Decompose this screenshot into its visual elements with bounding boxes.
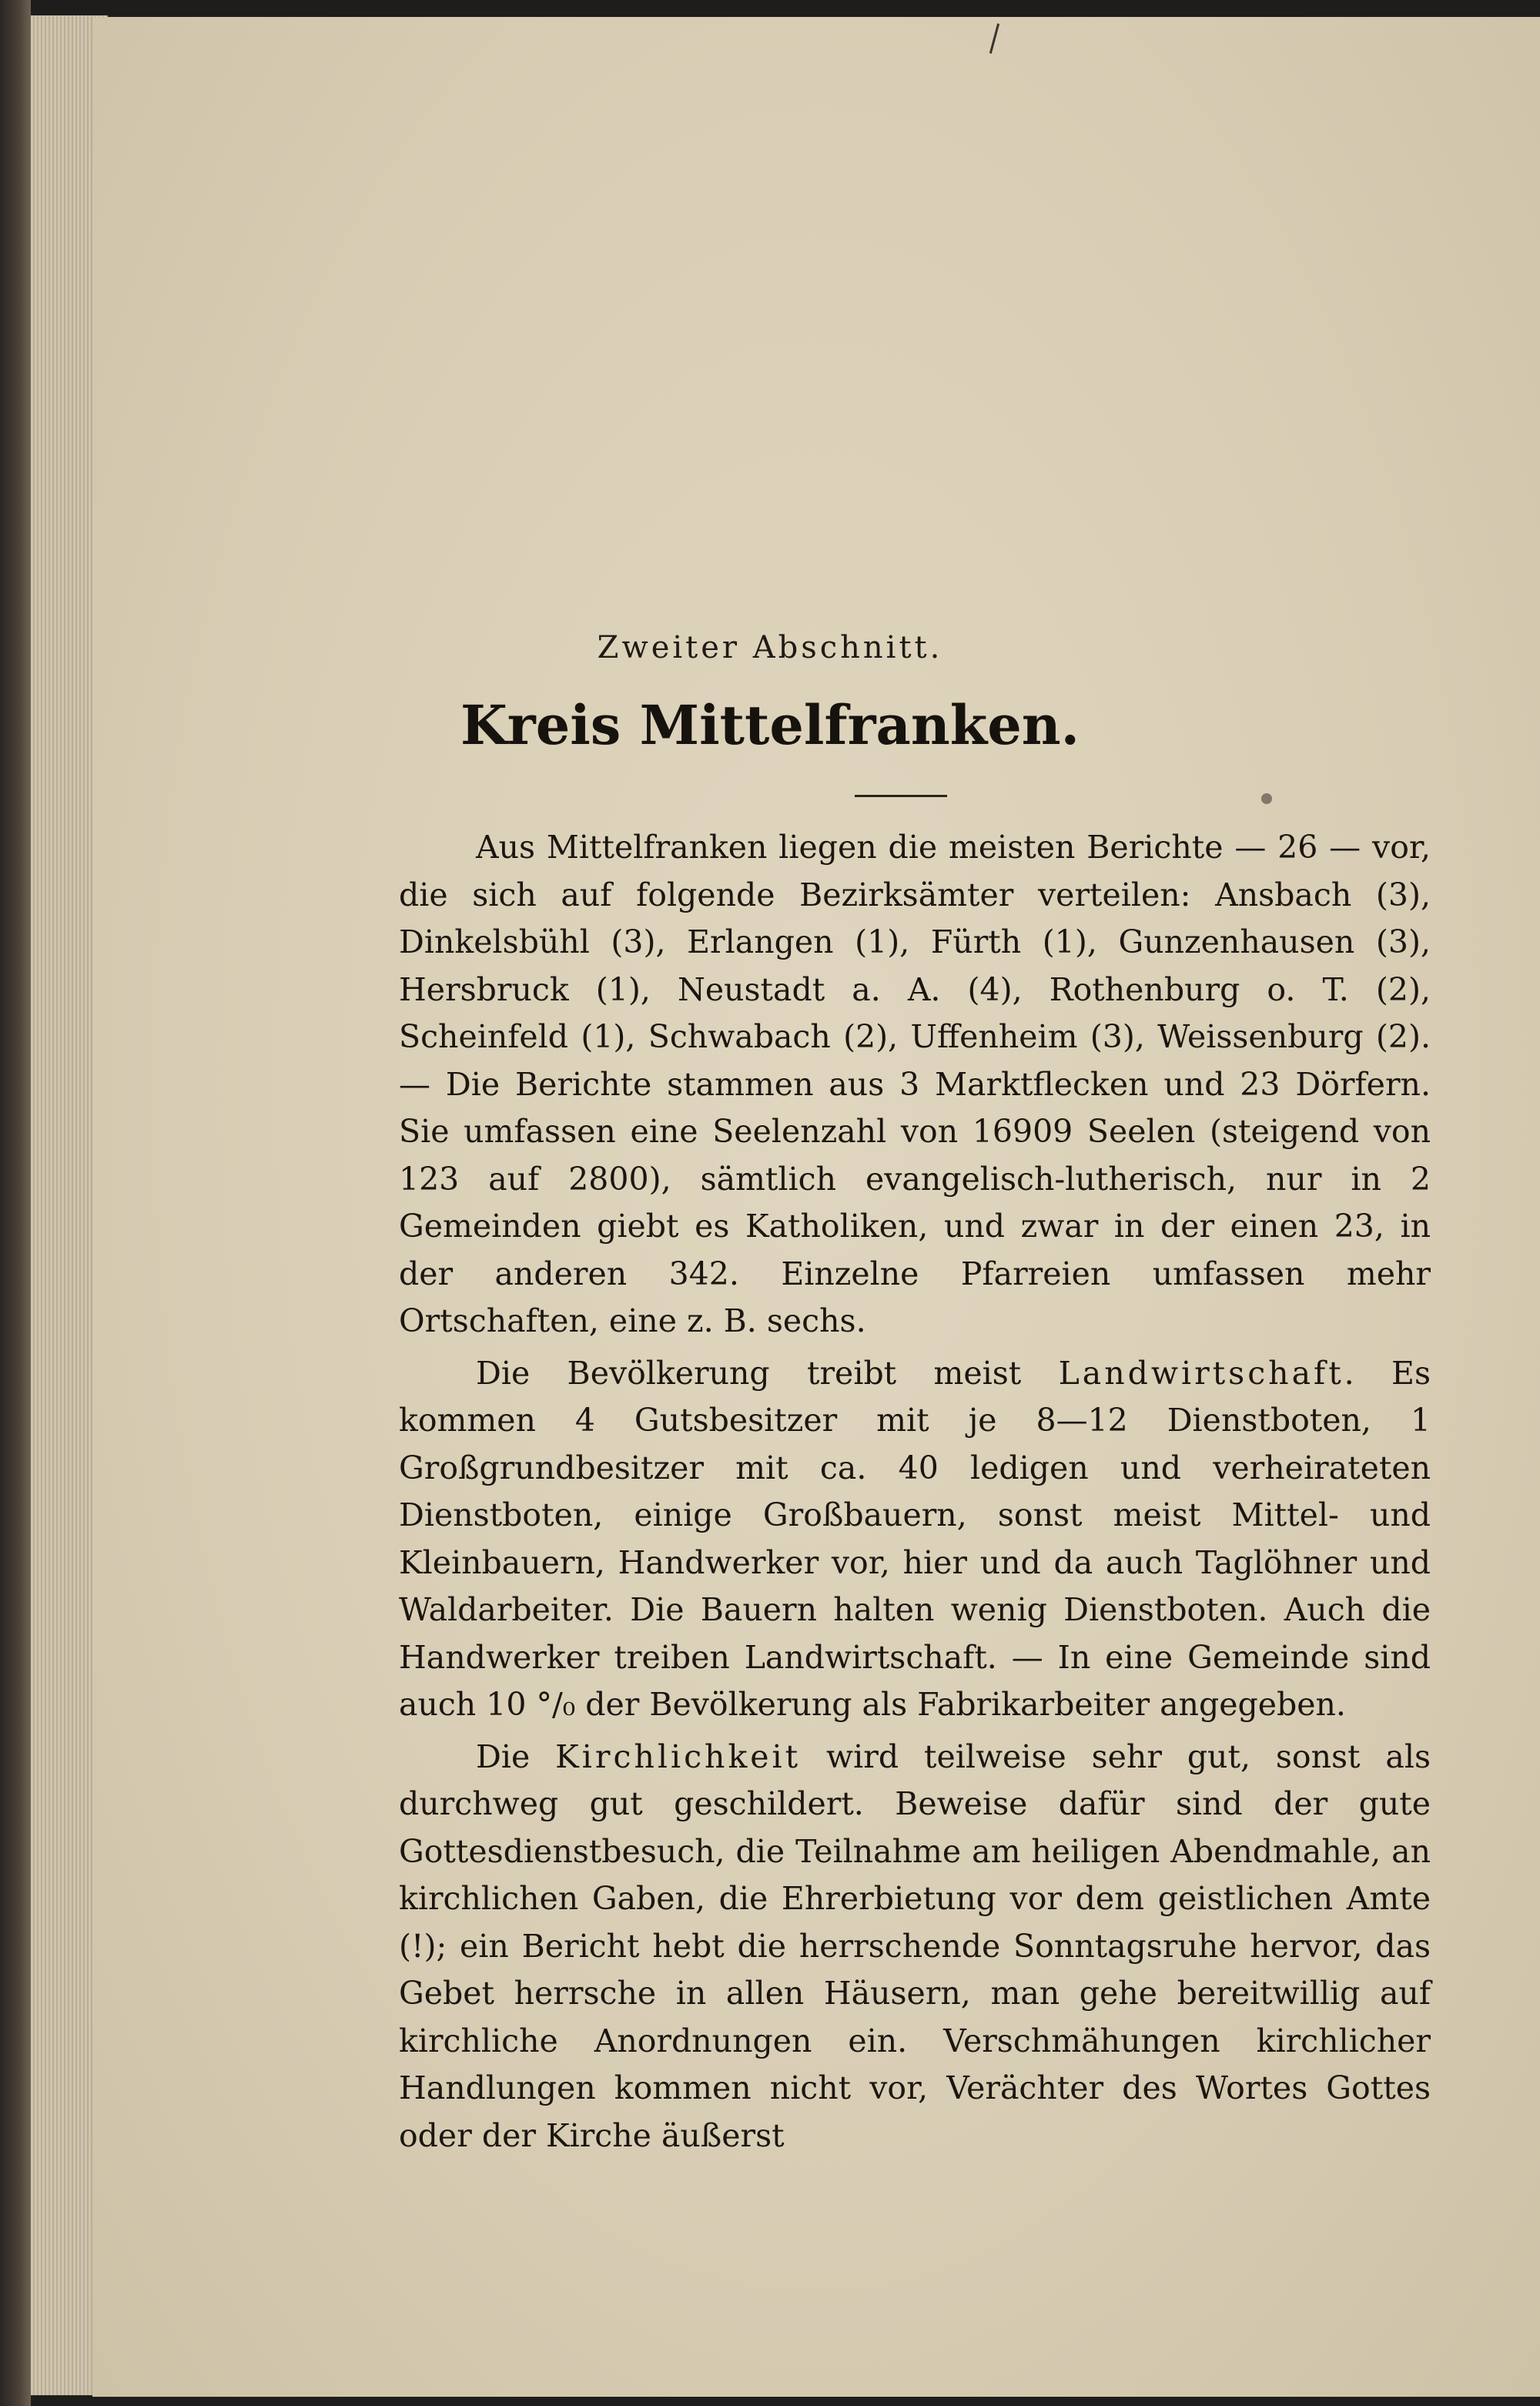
- paragraph-2-start: Die Bevölkerung treibt meist: [476, 1354, 1059, 1392]
- emphasis-kirchlichkeit: Kirchlichkeit: [555, 1737, 802, 1775]
- paragraph-3-start: Die: [476, 1737, 556, 1775]
- paragraph-1: Aus Mittelfranken liegen die meisten Berichte — 26 — vor, die sich auf folgende Bezirksämter verteilen: Ansbach (3), Dinkelsbühl (3), Erlangen (1), Fürth (1), Gunzenhausen (3), Hersbruck (1), Neustadt a. A. (4), Rothenburg o. T. (2), Scheinfeld (1), Schwabach (2), Uffenheim (3), Weissenburg (2). — Die Berichte stammen aus 3 Marktflecken und 23 Dörfern. Sie umfassen eine Seelenzahl von 16909 Seelen (steigend von 123 auf 2800), sämtlich evangelisch-lutherisch, nur in 2 Gemeinden giebt es Katholiken, und zwar in der einen 23, in der anderen 342. Einzelne Pfarreien umfassen mehr Ortschaften, eine z. B. sechs.: [399, 829, 1431, 1339]
- ink-spot: [1261, 793, 1272, 804]
- book-spine: [0, 0, 31, 2406]
- page-title: Kreis Mittelfranken.: [460, 693, 1080, 757]
- title-divider: [855, 795, 947, 797]
- body-text: [399, 824, 1431, 2160]
- paragraph-2-rest: . Es kommen 4 Gutsbesitzer mit je 8—12 Dienstboten, 1 Großgrundbesitzer mit ca. 40 ledigen und verheirateten Dienstboten, einige Großbauern, sonst meist Mittel- und Kleinbauern, Handwerker vor, hier und da auch Taglöhner und Waldarbeiter. Die Bauern halten wenig Dienstboten. Auch die Handwerker treiben Landwirtschaft. — In eine Gemeinde sind auch 10 °/₀ der Bevölkerung als Fabrikarbeiter angegeben.: [399, 1354, 1431, 1723]
- emphasis-landwirtschaft: Landwirtschaft: [1058, 1354, 1344, 1392]
- section-heading: Zweiter Abschnitt.: [597, 630, 943, 665]
- paragraph-2: [399, 1350, 1431, 1729]
- paragraph-3-rest: wird teilweise sehr gut, sonst als durchweg gut geschildert. Beweise dafür sind der gute Gottesdienstbesuch, die Teilnahme am heiligen Abendmahle, an kirchlichen Gaben, die Ehrerbietung vor dem geistlichen Amte (!); ein Bericht hebt die herrschende Sonntagsruhe hervor, das Gebet herrsche in allen Häusern, man gehe bereitwillig auf kirchliche Anordnungen ein. Verschmähungen kirchlicher Handlungen kommen nicht vor, Verächter des Wortes Gottes oder der Kirche äußerst: [399, 1737, 1431, 2154]
- paragraph-3: [399, 1734, 1431, 2160]
